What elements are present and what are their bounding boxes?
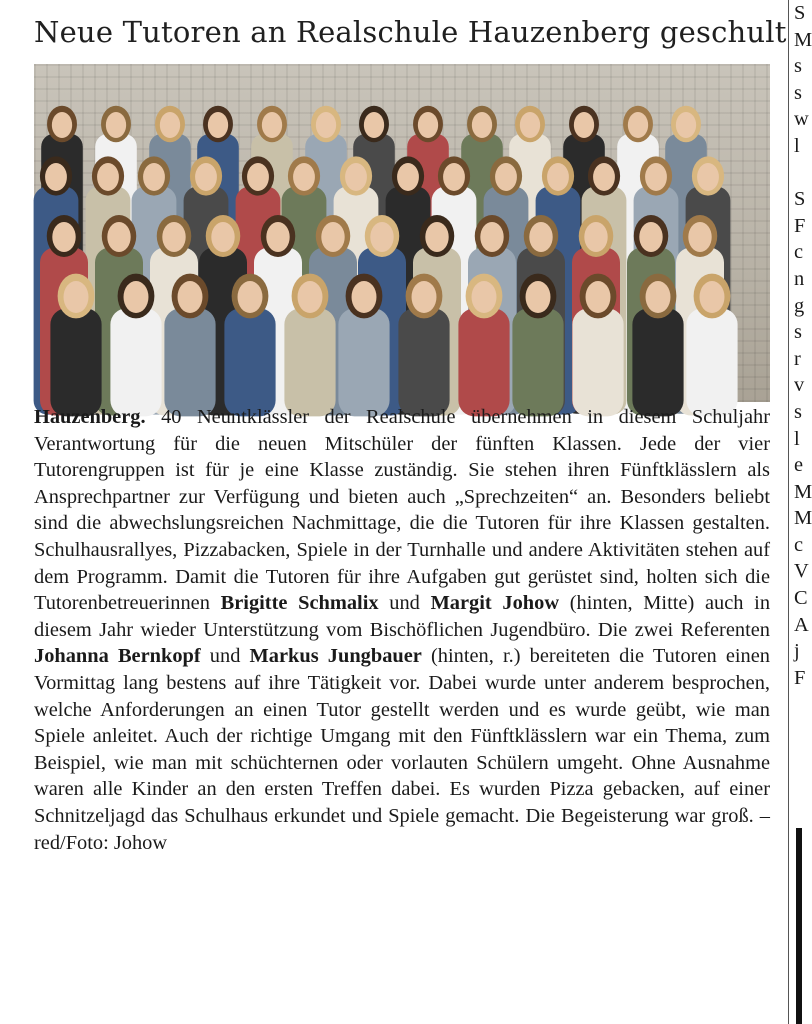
adjacent-column-letter: M bbox=[794, 507, 812, 530]
person-face bbox=[293, 163, 315, 191]
column-rule bbox=[788, 0, 789, 1024]
person-face bbox=[143, 163, 165, 191]
adjacent-column-letter: F bbox=[794, 666, 806, 689]
person-face bbox=[162, 222, 185, 252]
person-face bbox=[472, 281, 497, 313]
person-body bbox=[164, 308, 215, 416]
person-face bbox=[418, 112, 438, 138]
adjacent-column-letter: j bbox=[794, 640, 800, 663]
person-face bbox=[52, 112, 72, 138]
article-text-run: (hinten, r.) bereiteten die Tutoren einen Vormittag lang bestens auf ihre Tätigkeit vor. Dabei wurde unter anderem besprochen, welche Anforderungen an einen Tutor gestellt werden und es wurde geübt, wie man Spiele anleitet. Auch der richtige Umgang mit den Fünftklässlern war ein Thema, zum Beispiel, wie man mit schüchternen oder vorlauten Schülern umgeht. Ohne Ausnahme waren alle Kinder an den ersten Treffen dabei. Es wurden Pizza gebacken, auf einer Schnitzeljagd das Schulhaus erkundet und Spiele gemacht. Die Begeisterung war groß. – red/Foto: Johow bbox=[34, 645, 770, 854]
article-text-run: und bbox=[378, 592, 431, 615]
person-name: Johanna Bernkopf bbox=[34, 645, 201, 668]
person-face bbox=[370, 222, 393, 252]
article-text bbox=[34, 406, 770, 854]
adjacent-column-letter: s bbox=[794, 55, 802, 78]
person-body bbox=[224, 308, 275, 416]
adjacent-column-letter: s bbox=[794, 400, 802, 423]
person-face bbox=[211, 222, 234, 252]
person-face bbox=[397, 163, 419, 191]
person-face bbox=[412, 281, 437, 313]
adjacent-column-letter: M bbox=[794, 28, 812, 51]
person-face bbox=[628, 112, 648, 138]
person-face bbox=[316, 112, 336, 138]
person-face bbox=[547, 163, 569, 191]
adjacent-column-letter: S bbox=[794, 188, 806, 211]
person-face bbox=[106, 112, 126, 138]
person-face bbox=[700, 281, 725, 313]
adjacent-column-letter: F bbox=[794, 214, 806, 237]
person-face bbox=[443, 163, 465, 191]
person-body bbox=[50, 308, 101, 416]
adjacent-column-letter: A bbox=[794, 613, 809, 636]
person-face bbox=[97, 163, 119, 191]
person-face bbox=[646, 281, 671, 313]
adjacent-column-letter: S bbox=[794, 2, 806, 24]
person-body bbox=[284, 308, 335, 416]
person-face bbox=[64, 281, 89, 313]
adjacent-column-letter: c bbox=[794, 533, 804, 556]
article-paragraph bbox=[34, 404, 770, 856]
person-face bbox=[639, 222, 662, 252]
person-face bbox=[645, 163, 667, 191]
person-face bbox=[208, 112, 228, 138]
adjacent-column-letter: l bbox=[794, 427, 800, 450]
adjacent-column-letter: g bbox=[794, 294, 805, 317]
adjacent-column-letter: M bbox=[794, 480, 812, 503]
person-face bbox=[364, 112, 384, 138]
person-body bbox=[632, 308, 683, 416]
person-face bbox=[472, 112, 492, 138]
article-text-run: (hinten, Mitte) auch in diesem Jahr wieder Unterstützung vom Bischöflichen Jugendbüro. Die zwei Referenten bbox=[34, 592, 771, 641]
person-face bbox=[425, 222, 448, 252]
person-face bbox=[52, 222, 75, 252]
person-face bbox=[321, 222, 344, 252]
person-face bbox=[586, 281, 611, 313]
adjacent-column-letter: e bbox=[794, 454, 804, 477]
person-face bbox=[529, 222, 552, 252]
person-face bbox=[495, 163, 517, 191]
article-dateline: Hauzenberg. bbox=[34, 406, 146, 428]
person-face bbox=[688, 222, 711, 252]
person-face bbox=[107, 222, 130, 252]
adjacent-column-letter: s bbox=[794, 321, 802, 344]
article-text-run: und bbox=[200, 645, 250, 668]
person-face bbox=[262, 112, 282, 138]
adjacent-column-letter: l bbox=[794, 134, 800, 157]
article-body bbox=[34, 404, 770, 856]
adjacent-column-letter: V bbox=[794, 560, 809, 583]
person-face bbox=[352, 281, 377, 313]
adjacent-column-letter bbox=[794, 160, 802, 187]
person-body bbox=[398, 308, 449, 416]
article-text-run: 40 Neuntklässler der Realschule übernehmen in diesem Schuljahr Verantwortung für die neuen Mitschüler der fünften Klassen. Jede der vier Tutorengruppen ist für je eine Klasse zuständig. Sie stehen ihren Fünftklässlern als Ansprechpartner zur Verfügung und bieten auch „Sprechzeiten“ an. Besonders beliebt sind die abwechslungsreichen Nachmittage, die die Tutoren für ihre Klassen gestalten. Schulhausrallyes, Pizzabacken, Spiele in der Turnhalle und andere Aktivitäten stehen auf dem Programm. Damit die Tutoren für ihre Aufgaben gut gerüstet sind, holten sich die Tutorenbetreuerinnen bbox=[34, 406, 770, 615]
person-face bbox=[45, 163, 67, 191]
person-face bbox=[520, 112, 540, 138]
person-body bbox=[110, 308, 161, 416]
article-headline: Neue Tutoren an Realschule Hauzenberg geschult bbox=[34, 15, 787, 49]
adjacent-column-letter: s bbox=[794, 81, 802, 104]
person-name: Markus Jungbauer bbox=[249, 645, 422, 668]
person-face bbox=[676, 112, 696, 138]
person-face bbox=[247, 163, 269, 191]
person-face bbox=[697, 163, 719, 191]
person-face bbox=[124, 281, 149, 313]
person-face bbox=[480, 222, 503, 252]
person-face bbox=[593, 163, 615, 191]
person-name: Margit Johow bbox=[430, 592, 560, 615]
person-face bbox=[195, 163, 217, 191]
person-face bbox=[266, 222, 289, 252]
person-face bbox=[574, 112, 594, 138]
adjacent-column-letter: n bbox=[794, 267, 805, 290]
person-body bbox=[338, 308, 389, 416]
person-body bbox=[512, 308, 563, 416]
person-face bbox=[584, 222, 607, 252]
person-face bbox=[298, 281, 323, 313]
adjacent-photo-edge bbox=[796, 828, 802, 1024]
person-body bbox=[572, 308, 623, 416]
person-body bbox=[458, 308, 509, 416]
person-body bbox=[686, 308, 737, 416]
person-face bbox=[160, 112, 180, 138]
group-photo-illustration bbox=[34, 64, 770, 402]
adjacent-column-letter: r bbox=[794, 347, 801, 370]
person-face bbox=[345, 163, 367, 191]
group-photo bbox=[34, 64, 770, 402]
adjacent-column-letter: c bbox=[794, 241, 804, 264]
person-name: Brigitte Schmalix bbox=[220, 592, 379, 615]
adjacent-column-letter: v bbox=[794, 374, 805, 397]
adjacent-column-letter: w bbox=[794, 108, 809, 131]
person-face bbox=[178, 281, 203, 313]
person-face bbox=[238, 281, 263, 313]
adjacent-column-letter: C bbox=[794, 587, 808, 610]
person-face bbox=[526, 281, 551, 313]
